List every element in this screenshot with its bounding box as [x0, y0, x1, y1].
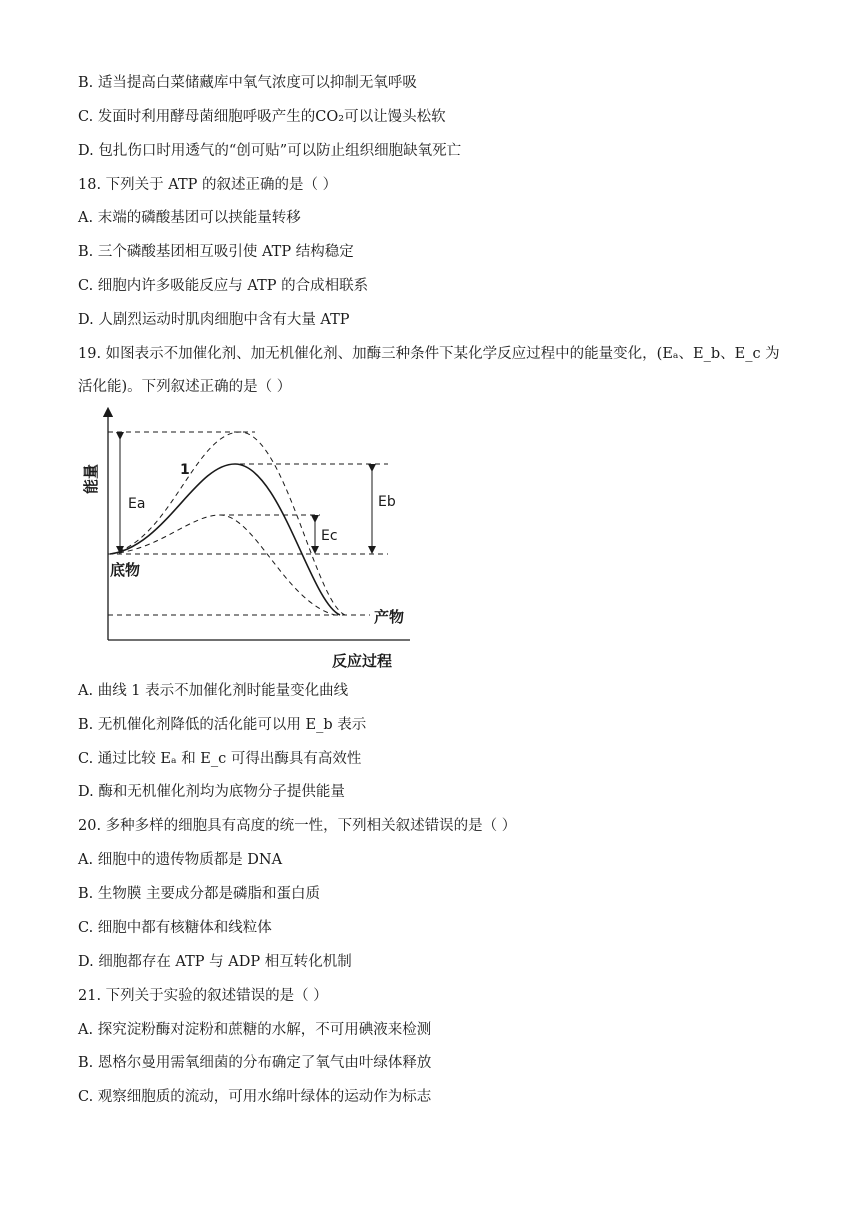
question-19: 19. 如图表示不加催化剂、加无机催化剂、加酶三种条件下某化学反应过程中的能量变化，(Eₐ、E_b、E_c 为: [78, 346, 780, 362]
text-line: D. 包扎伤口时用透气的“创可贴”可以防止组织细胞缺氧死亡: [78, 143, 462, 159]
option-b: B. 三个磷酸基团相互吸引使 ATP 结构稳定: [78, 244, 354, 260]
y-axis-label: 能量: [82, 463, 100, 494]
option-d: D. 人剧烈运动时肌肉细胞中含有大量 ATP: [78, 312, 350, 328]
option-c: C. 观察细胞质的流动，可用水绵叶绿体的运动作为标志: [78, 1089, 432, 1105]
option-a: A. 末端的磷酸基团可以挟能量转移: [78, 210, 301, 226]
question-21: 21. 下列关于实验的叙述错误的是（ ）: [78, 988, 328, 1004]
text-line: B. 适当提高白菜储藏库中氧气浓度可以抑制无氧呼吸: [78, 75, 417, 91]
option-c: C. 通过比较 Eₐ 和 E_c 可得出酶具有高效性: [78, 751, 362, 767]
curve-1: [110, 464, 340, 615]
ec-label: Ec: [321, 528, 338, 544]
option-b: B. 恩格尔曼用需氧细菌的分布确定了氧气由叶绿体释放: [78, 1055, 432, 1071]
substrate-label: 底物: [110, 561, 141, 579]
ea-label: Ea: [128, 496, 146, 512]
option-a: A. 曲线 1 表示不加催化剂时能量变化曲线: [78, 683, 349, 699]
x-axis-label: 反应过程: [332, 652, 393, 670]
option-a: A. 探究淀粉酶对淀粉和蔗糖的水解，不可用碘液来检测: [78, 1022, 432, 1038]
curve-label: 1: [180, 462, 190, 478]
curve-no-catalyst: [110, 432, 345, 615]
question-19-cont: 活化能)。下列叙述正确的是（ ）: [78, 379, 292, 395]
option-d: D. 酶和无机催化剂均为底物分子提供能量: [78, 784, 345, 800]
curve-enzyme: [110, 515, 335, 615]
option-c: C. 细胞中都有核糖体和线粒体: [78, 920, 272, 936]
option-d: D. 细胞都存在 ATP 与 ADP 相互转化机制: [78, 954, 352, 970]
option-a: A. 细胞中的遗传物质都是 DNA: [78, 852, 283, 868]
option-c: C. 细胞内许多吸能反应与 ATP 的合成相联系: [78, 278, 369, 294]
product-label: 产物: [374, 608, 405, 626]
text-line: C. 发面时利用酵母菌细胞呼吸产生的CO₂可以让馒头松软: [78, 109, 446, 125]
option-b: B. 生物膜 主要成分都是磷脂和蛋白质: [78, 886, 320, 902]
question-20: 20. 多种多样的细胞具有高度的统一性，下列相关叙述错误的是（ ）: [78, 818, 517, 834]
eb-label: Eb: [378, 494, 396, 510]
energy-diagram: [80, 402, 420, 672]
question-18: 18. 下列关于 ATP 的叙述正确的是（ ）: [78, 177, 338, 193]
option-b: B. 无机催化剂降低的活化能可以用 E_b 表示: [78, 717, 367, 733]
